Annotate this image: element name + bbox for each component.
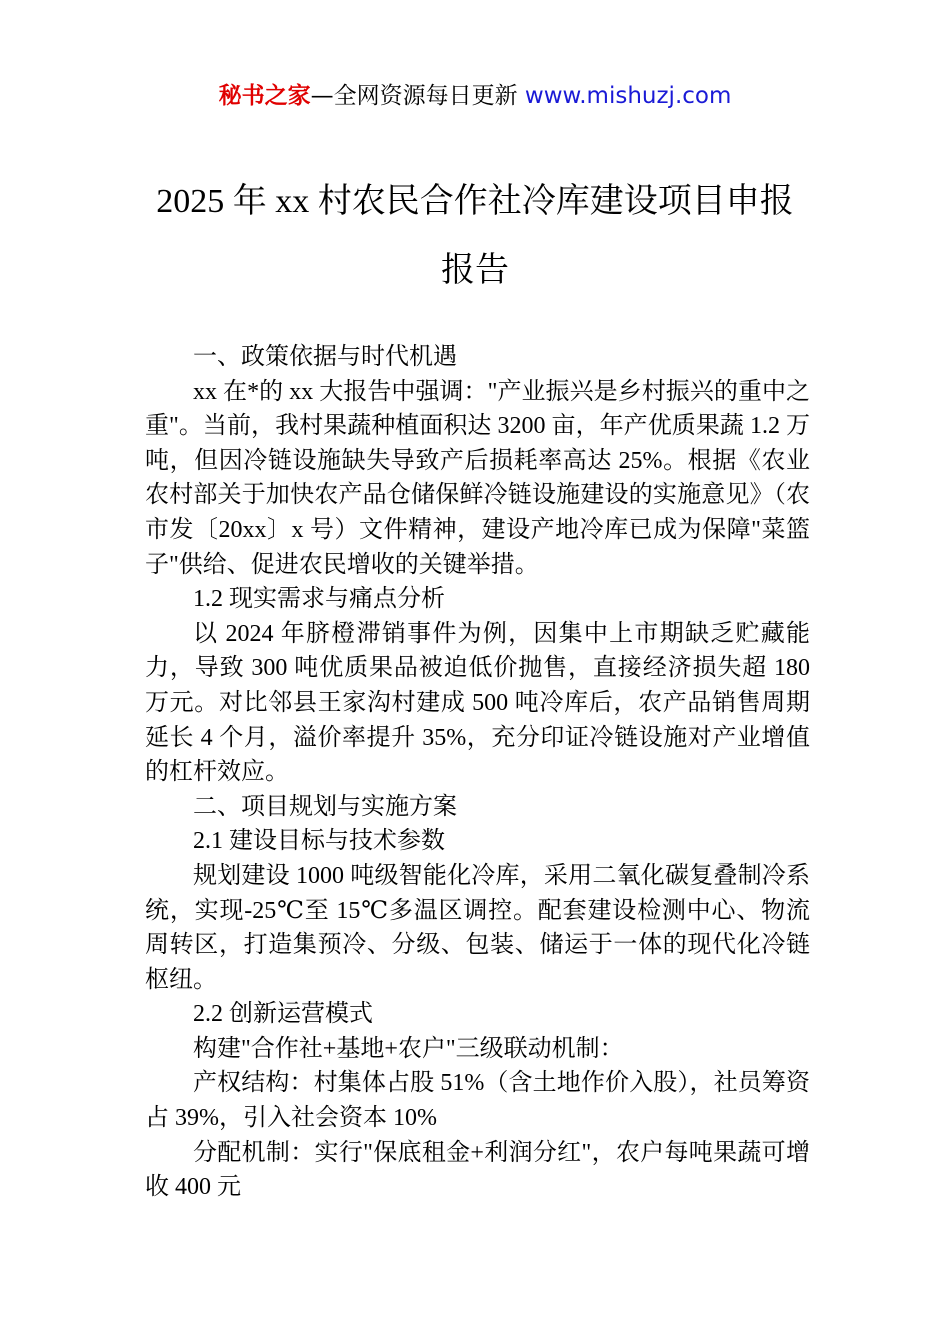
site-header [0,80,950,112]
paragraph-ownership: 产权结构：村集体占股 51%（含土地作价入股），社员筹资占 39%，引入社会资本 10% [145,1070,810,1132]
paragraph-distribution: 分配机制：实行"保底租金+利润分红"，农户每吨果蔬可增收 400 元 [145,1139,810,1201]
header-tagline: —全网资源每日更新 [310,83,525,109]
subsection-heading-needs: 1.2 现实需求与痛点分析 [193,586,445,613]
paragraph-operation-intro: 构建"合作社+基地+农户"三级联动机制： [193,1035,624,1062]
document-body [145,340,810,1205]
section-heading-plan: 二、项目规划与实施方案 [193,793,457,820]
paragraph-goals: 规划建设 1000 吨级智能化冷库，采用二氧化碳复叠制冷系统，实现-25℃至 15℃多温区调控。配套建设检测中心、物流周转区，打造集预冷、分级、包装、储运于一体的现代化冷链枢纽。 [145,862,810,993]
subsection-heading-operation: 2.2 创新运营模式 [193,1001,373,1028]
brand-name: 秘书之家 [218,83,311,109]
paragraph-needs-analysis: 以 2024 年脐橙滞销事件为例，因集中上市期缺乏贮藏能力，导致 300 吨优质果品被迫低价抛售，直接经济损失超 180 万元。对比邻县王家沟村建成 500 吨冷库后，农产品销售周期延长 4 个月，溢价率提升 35%，充分印证冷链设施对产业增值的杠杆效应。 [145,620,810,786]
paragraph-policy-background: xx 在*的 xx 大报告中强调："产业振兴是乡村振兴的重中之重"。当前，我村果蔬种植面积达 3200 亩，年产优质果蔬 1.2 万吨，但因冷链设施缺失导致产后损耗率高达 25%。根据《农业农村部关于加快农产品仓储保鲜冷链设施建设的实施意见》（农市发〔20xx〕x 号）文件精神，建设产地冷库已成为保障"菜篮子"供给、促进农民增收的关键举措。 [145,378,810,578]
document-title-line-2: 报告 [441,252,509,289]
subsection-heading-goals: 2.1 建设目标与技术参数 [193,828,445,855]
document-title-line-1: 2025 年 xx 村农民合作社冷库建设项目申报 [156,183,794,220]
site-url-link[interactable]: www.mishuzj.com [524,83,732,109]
section-heading-policy: 一、政策依据与时代机遇 [193,344,457,370]
